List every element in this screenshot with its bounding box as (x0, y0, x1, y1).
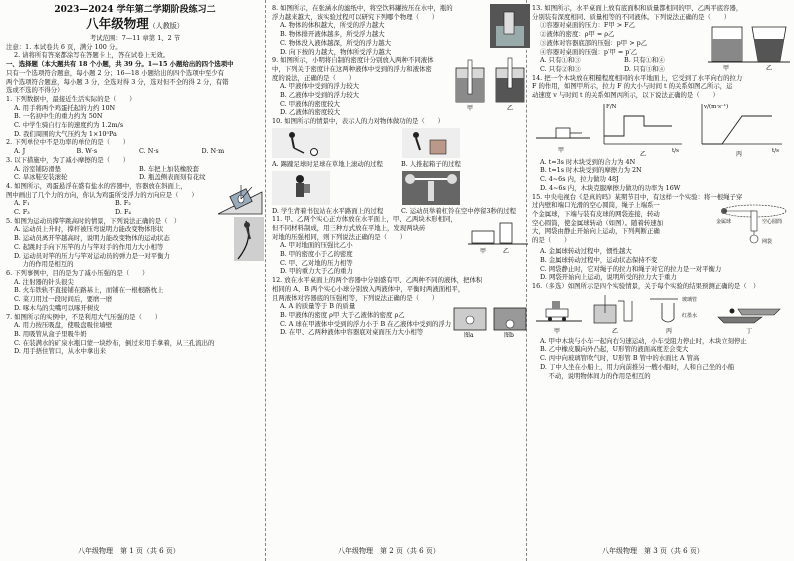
notice: 注意：1. 本试卷共 6 页，满分 100 分。 (6, 42, 122, 51)
column-1 (6, 4, 264, 544)
statement: ④容器对桌面的压强：p′甲 = p′乙 (540, 47, 638, 56)
question-1: 1. 下列数据中，最接近生活实际的是（ ） (6, 94, 136, 103)
option: A. 甲液体中受到的浮力较大 (280, 82, 359, 91)
question-text: 个金属球，下端与装有皮球的网袋连接，转动 (532, 209, 660, 218)
figure-label: 甲 (558, 146, 565, 154)
option: D. N·m (201, 147, 225, 156)
option: A. J (14, 147, 26, 156)
option: B. 运动员离开竿越高时，说明力能改变物体的运动状态 (14, 234, 170, 243)
question-12-block (272, 302, 530, 338)
option: 力的作用是相互的 (14, 260, 74, 269)
option: B. 金属球转动过程中，运动状态保持不变 (540, 255, 658, 264)
option-row (272, 207, 530, 216)
question-text: 的是（ ） (532, 236, 571, 245)
option: A. 甲中木块与小车一起向右匀速运动，小车受阻力停止时，木块立刻停止 (540, 336, 747, 345)
option: A. A 的质量等于 B 的质量 (280, 302, 356, 311)
question-10-figures (272, 171, 530, 205)
question-4-block (6, 182, 264, 217)
figure-label: 甲 (480, 248, 487, 256)
option: B. 物体排开液体越多，所受浮力越大 (280, 30, 385, 39)
option: D. 我们周围的大气压约为 1×10⁵Pa (14, 129, 117, 138)
option: A. 运动员上升时，撑杆被压弯说明力能改变物体形状 (14, 225, 164, 234)
figure-label: 甲 (723, 65, 730, 72)
option: A. F₁ (14, 199, 30, 208)
page-footer-3: 八年级物理 第 3 页（共 6 页） (602, 547, 704, 555)
page-footer-1: 八年级物理 第 1 页（共 6 页） (78, 547, 180, 555)
question-10: 10. 如图所示的情景中，表示人的力对物体做功的是（ ） (272, 117, 444, 126)
incline-egg-figure (216, 182, 264, 216)
option: C. 丙中向玻璃管吹气时，U形管 B 管中的水面比 A 管高 (540, 354, 700, 363)
question-text: 过内壁和端口光滑的空心圆筒，绳子上端系一 (532, 201, 660, 210)
push-box-figure (402, 128, 460, 158)
question-12: 12. 放在水平桌面上的两个容器中分别盛有甲、乙两种不同的液体，把体积 (272, 276, 483, 285)
statement: ③液体对容器底部的压强：p甲 > p乙 (540, 38, 648, 47)
option: 不动，说明物体间力的作用是相互的 (540, 371, 651, 380)
question-14-figures (532, 100, 788, 158)
figure-label: 红墨水 (682, 312, 698, 319)
question-text: 对地的压强相同，则下列说法正确的是（ ） (272, 232, 407, 241)
question-text: 中，下列关于密度计在这两种液体中受到的浮力和液体密 (272, 64, 432, 73)
option: A. 注射器的针头很尖 (14, 277, 74, 286)
option-row (6, 199, 216, 208)
option: B. F₂ (115, 199, 131, 208)
option: C. N·s (139, 147, 159, 156)
section-text: 选或不选的不得分） (6, 86, 64, 95)
question-4: 4. 如图所示，鸡蛋悬浮在盛有盐水的容器中，容器放在斜面上， (6, 181, 187, 190)
section-heading: 一、选择题（本大题共有 18 个小题，共 39 分。1—15 小题给出的四个选项中 (6, 60, 234, 69)
option-row (532, 65, 708, 74)
question-13: 13. 如图所示，水平桌面上放有底面积和质量都相同的甲、乙两平底容器， (532, 4, 743, 12)
question-16: 16.（多选）如图所示是四个实验情景，关于每个实验的结果预测正确的是（ ） (532, 282, 760, 291)
exam-scope: 考试范围：7—11 章第 1、2 节 (89, 34, 181, 42)
question-16-figures (532, 291, 788, 337)
option: A. 踢踺足球时足球在草地上滚动的过程 (272, 159, 383, 168)
density-meter-figure (452, 56, 530, 112)
question-text: 但不同材料制成，用三种方式放在平地上，发现两块砖 (272, 223, 426, 232)
option: B. 甲的密度小于乙的密度 (280, 250, 353, 259)
option-row (272, 160, 530, 169)
option: D. 只有③和④ (624, 64, 665, 73)
option: D. 运动员对竿的压力与竿对运动员的弹力是一对平衡力 (14, 251, 170, 260)
two-containers-figure (708, 21, 790, 71)
question-text: 分别装有深度相同、质量相等的不同液体。下列说法正确的是（ ） (532, 12, 731, 21)
question-3: 3. 以下措施中，为了减小摩擦的是（ ） (6, 155, 130, 164)
figure-label: 图a (464, 332, 474, 339)
figure-label: 乙 (507, 105, 514, 113)
question-text: F 的作用，如图甲所示，拉力 F 的大小与时间 t 的关系如图乙所示，运 (532, 82, 733, 91)
two-containers-balls-figure (452, 302, 530, 338)
figure-label: 甲 (467, 105, 474, 113)
column-divider (265, 0, 266, 561)
option: A. 金属球转动过程中，惯性越大 (540, 247, 632, 256)
option-row (6, 208, 216, 217)
question-11: 11. 甲、乙两个实心正方体放在水平面上，甲、乙两块木形相同， (272, 215, 457, 224)
option: B. 车把上加装橡胶套 (139, 164, 199, 173)
question-10-figures (272, 128, 530, 158)
axis-label: t/s (672, 147, 679, 154)
question-text: 度的说法，正确的是（ ） (272, 73, 356, 82)
question-7: 7. 如图所示的实例中，不是利用大气压强的是（ ） (6, 312, 162, 321)
axis-label: v/(m·s⁻¹) (704, 103, 729, 110)
question-9-block (272, 56, 530, 117)
figure-label: 网袋 (762, 239, 773, 246)
question-text: 大，网袋由静止开始向上运动，下列判断正确 (532, 227, 660, 236)
option: B. 乙中橡皮膜向外凸起，U形管的液面高度差会变大 (540, 345, 689, 354)
question-8: 8. 如图所示，在张涵水的滤纸中，将空饮料罐按压在水中，瓶的 (272, 4, 453, 12)
option: D. 啄木鸟的尖嘴可以啄开树皮 (14, 303, 100, 312)
figure-label: 丙 (666, 327, 673, 335)
question-13-block (532, 21, 790, 73)
option: B. 人推起箱子的过程 (401, 159, 461, 168)
option: B. 一名初中生的重力约为 50N (14, 112, 103, 121)
spinning-ball-figure (716, 201, 790, 247)
question-text: 浮力越来越大，该实验过程可以研究下列哪个物理（ ） (272, 12, 439, 21)
option: D. 4~6s 内，木块克服摩擦力做功的功率为 16W (540, 183, 681, 192)
section-text: 两个选项符合题意，每小题 3 分，全选对得 3 分，选对但不全的得 2 分，有错 (6, 77, 229, 86)
option: C. 甲、乙对地的压力相等 (280, 258, 353, 267)
figure-label: 乙 (612, 327, 619, 335)
option: B. 甲液体的密度 ρ甲 大于乙液体的密度 ρ乙 (280, 310, 405, 319)
column-2 (272, 4, 530, 544)
figure-label: 乙 (503, 248, 510, 256)
pole-vault-figure (234, 217, 264, 261)
option: B. W·s (76, 147, 98, 156)
figure-label: 图b (504, 332, 514, 339)
option: A. 用力按压吸盘，使吸盘吸住墙壁 (14, 321, 113, 330)
question-14: 14. 把一个木块放在粗糙程度相同的水平地面上，它受到了水平向右的拉力 (532, 73, 743, 82)
option: C. 网袋静止时，它对绳子的拉力和绳子对它的拉力是一对平衡力 (540, 264, 722, 273)
axis-label: t/s (772, 147, 779, 154)
option: C. 甲液体的密度较大 (280, 99, 340, 108)
option-row (532, 56, 708, 65)
question-5: 5. 如图为运动员撑竿跳高时的情景，下列说法正确的是（ ） (6, 216, 181, 225)
option: B. 火车铁轨不直接铺在路基上，而铺在一根根路枕上 (14, 286, 164, 295)
notice: 2. 请将所有答案都涂写在答题卡上，答在试卷上无效。 (14, 51, 170, 60)
option: C. 中学生骑自行车的速度约为 1.2m/s (14, 121, 124, 130)
figure-label: 丙 (736, 150, 743, 158)
axis-label: F/N (606, 103, 617, 110)
question-text: 相同的 A、B 两个实心小球分别放入两液体中，平衡时两液面相平， (272, 284, 465, 293)
question-9: 9. 如图所示，小明将自制的密度计分别放入两种不同液体 (272, 56, 434, 65)
figure-label: 乙 (640, 150, 647, 158)
option: A. 只有①和③ (540, 56, 581, 65)
statement: ②液体的密度：ρ甲 = ρ乙 (540, 30, 615, 39)
option: D. 网袋开始向上运动，说明所受的拉力大于重力 (540, 273, 677, 282)
question-8-block (272, 4, 530, 56)
option: D. F₄ (115, 208, 131, 217)
figure-label: 玻璃管 (682, 296, 698, 303)
option: C. 4~6s 内，拉力做功 48J (540, 175, 619, 184)
question-15: 15. 中央电视台《是真的吗》某期节目中，有这样一个实验：将一根绳子穿 (532, 192, 743, 201)
option: D. 乙液体的密度较大 (280, 108, 341, 117)
option: D. 瓶盖侧表面刻有花纹 (139, 173, 206, 182)
question-11-block (272, 215, 530, 276)
question-6: 6. 下列事例中，目的是为了减小压强的是（ ） (6, 268, 149, 277)
option: A. 甲对地面的压强比乙小 (280, 241, 353, 250)
question-text: 空心圆筒，使金属球转动（如图）。随着转速加 (532, 218, 664, 227)
figure-label: 甲 (554, 327, 561, 335)
page-footer-2: 八年级物理 第 2 页（共 6 页） (338, 547, 440, 555)
figure-label: 金属球 (716, 219, 732, 226)
question-text: 动速度 v 与时间 t 的关系如图丙所示，以下说法正确的是（ ） (532, 91, 719, 100)
option: B. 只有①和④ (624, 56, 665, 65)
option: A. t=3s 时木块受到的合力为 4N (540, 157, 636, 166)
figure-label: 空心圆筒 (762, 219, 783, 226)
option: A. 用手将两个鸡蛋托起的力约 10N (14, 103, 116, 112)
option: B. 乙液体中受到的浮力较大 (280, 91, 360, 100)
option: D. 甲的重力大于乙的重力 (280, 267, 353, 276)
soccer-kick-figure (272, 128, 330, 158)
exam-year-title: 2023—2024 学年第二学期阶段练习二 (54, 5, 216, 15)
option: B. 用吸管从盒子里吸牛奶 (14, 329, 87, 338)
option: B. t=1s 时木块受到的摩擦力为 2N (540, 166, 642, 175)
question-text: 且两液体对容器底的压强相等，下列说法正确的是（ ） (272, 293, 439, 302)
option: C. A 球在甲液体中受到的浮力小于 B 在乙液体中受到的浮力 (280, 319, 452, 328)
option-row (6, 147, 264, 156)
statement: ①容器对桌面的压力：F甲 > F乙 (540, 21, 635, 30)
option: D. 学生背着书包站在水平路面上的过程 (272, 206, 384, 215)
question-15-block (532, 201, 790, 247)
column-3 (532, 4, 790, 544)
question-2: 2. 下列单位中不是功率的单位的是（ ） (6, 138, 130, 147)
option-row (6, 165, 264, 174)
figure-label: 丁 (746, 327, 753, 335)
option: A. 浴室铺防滑垫 (14, 164, 62, 173)
option: D. 在甲、乙两种液体中容器底对桌面压力大小相等 (280, 328, 424, 337)
option: A. 物体的体积越大，所受的浮力越大 (280, 21, 385, 30)
option: C. 物体没入液体越深，所受的浮力越大 (280, 38, 391, 47)
option: C. 旱冰鞋安装滚轮 (14, 173, 68, 182)
question-text: 图中画出了几个力的方向，你认为鸡蛋所受浮力的方向应是（ ） (6, 190, 198, 199)
option: C. 起跳时手向下压竿的力与竿对手的作用力大小相等 (14, 242, 164, 251)
subject-title: 八年级物理（人教版） (86, 16, 184, 31)
section-text: 只有一个选项符合题意，每小题 2 分；16—18 小题给出的四个选项中至少有 (6, 68, 225, 77)
option: C. 运动员举着杠铃在空中停留3秒的过程 (401, 206, 517, 215)
option: D. 向下按的力越大，物体所受浮力越大 (280, 47, 392, 56)
option: C. 在装满水的矿泉水瓶口蒙一块纱布，倒过来用手拿着，从三孔流出的 (14, 338, 215, 347)
question-5-block (6, 217, 264, 269)
option: C. 菜刀用过一段时间后，要磨一磨 (14, 295, 113, 304)
bricks-figure (468, 215, 530, 255)
option-row (6, 173, 264, 182)
can-in-water-photo (490, 4, 530, 48)
figure-label: 乙 (766, 65, 773, 72)
option: D. 丁中人坐在小船上，用力向前推另一艘小船时，人和自己坐的小船 (540, 362, 735, 371)
option: C. F₃ (14, 208, 30, 217)
weightlifter-photo (402, 171, 460, 205)
student-backpack-figure (272, 171, 330, 205)
option: D. 用手捂住管口，从水中拿出来 (14, 347, 107, 356)
option: C. 只有②和③ (540, 64, 581, 73)
